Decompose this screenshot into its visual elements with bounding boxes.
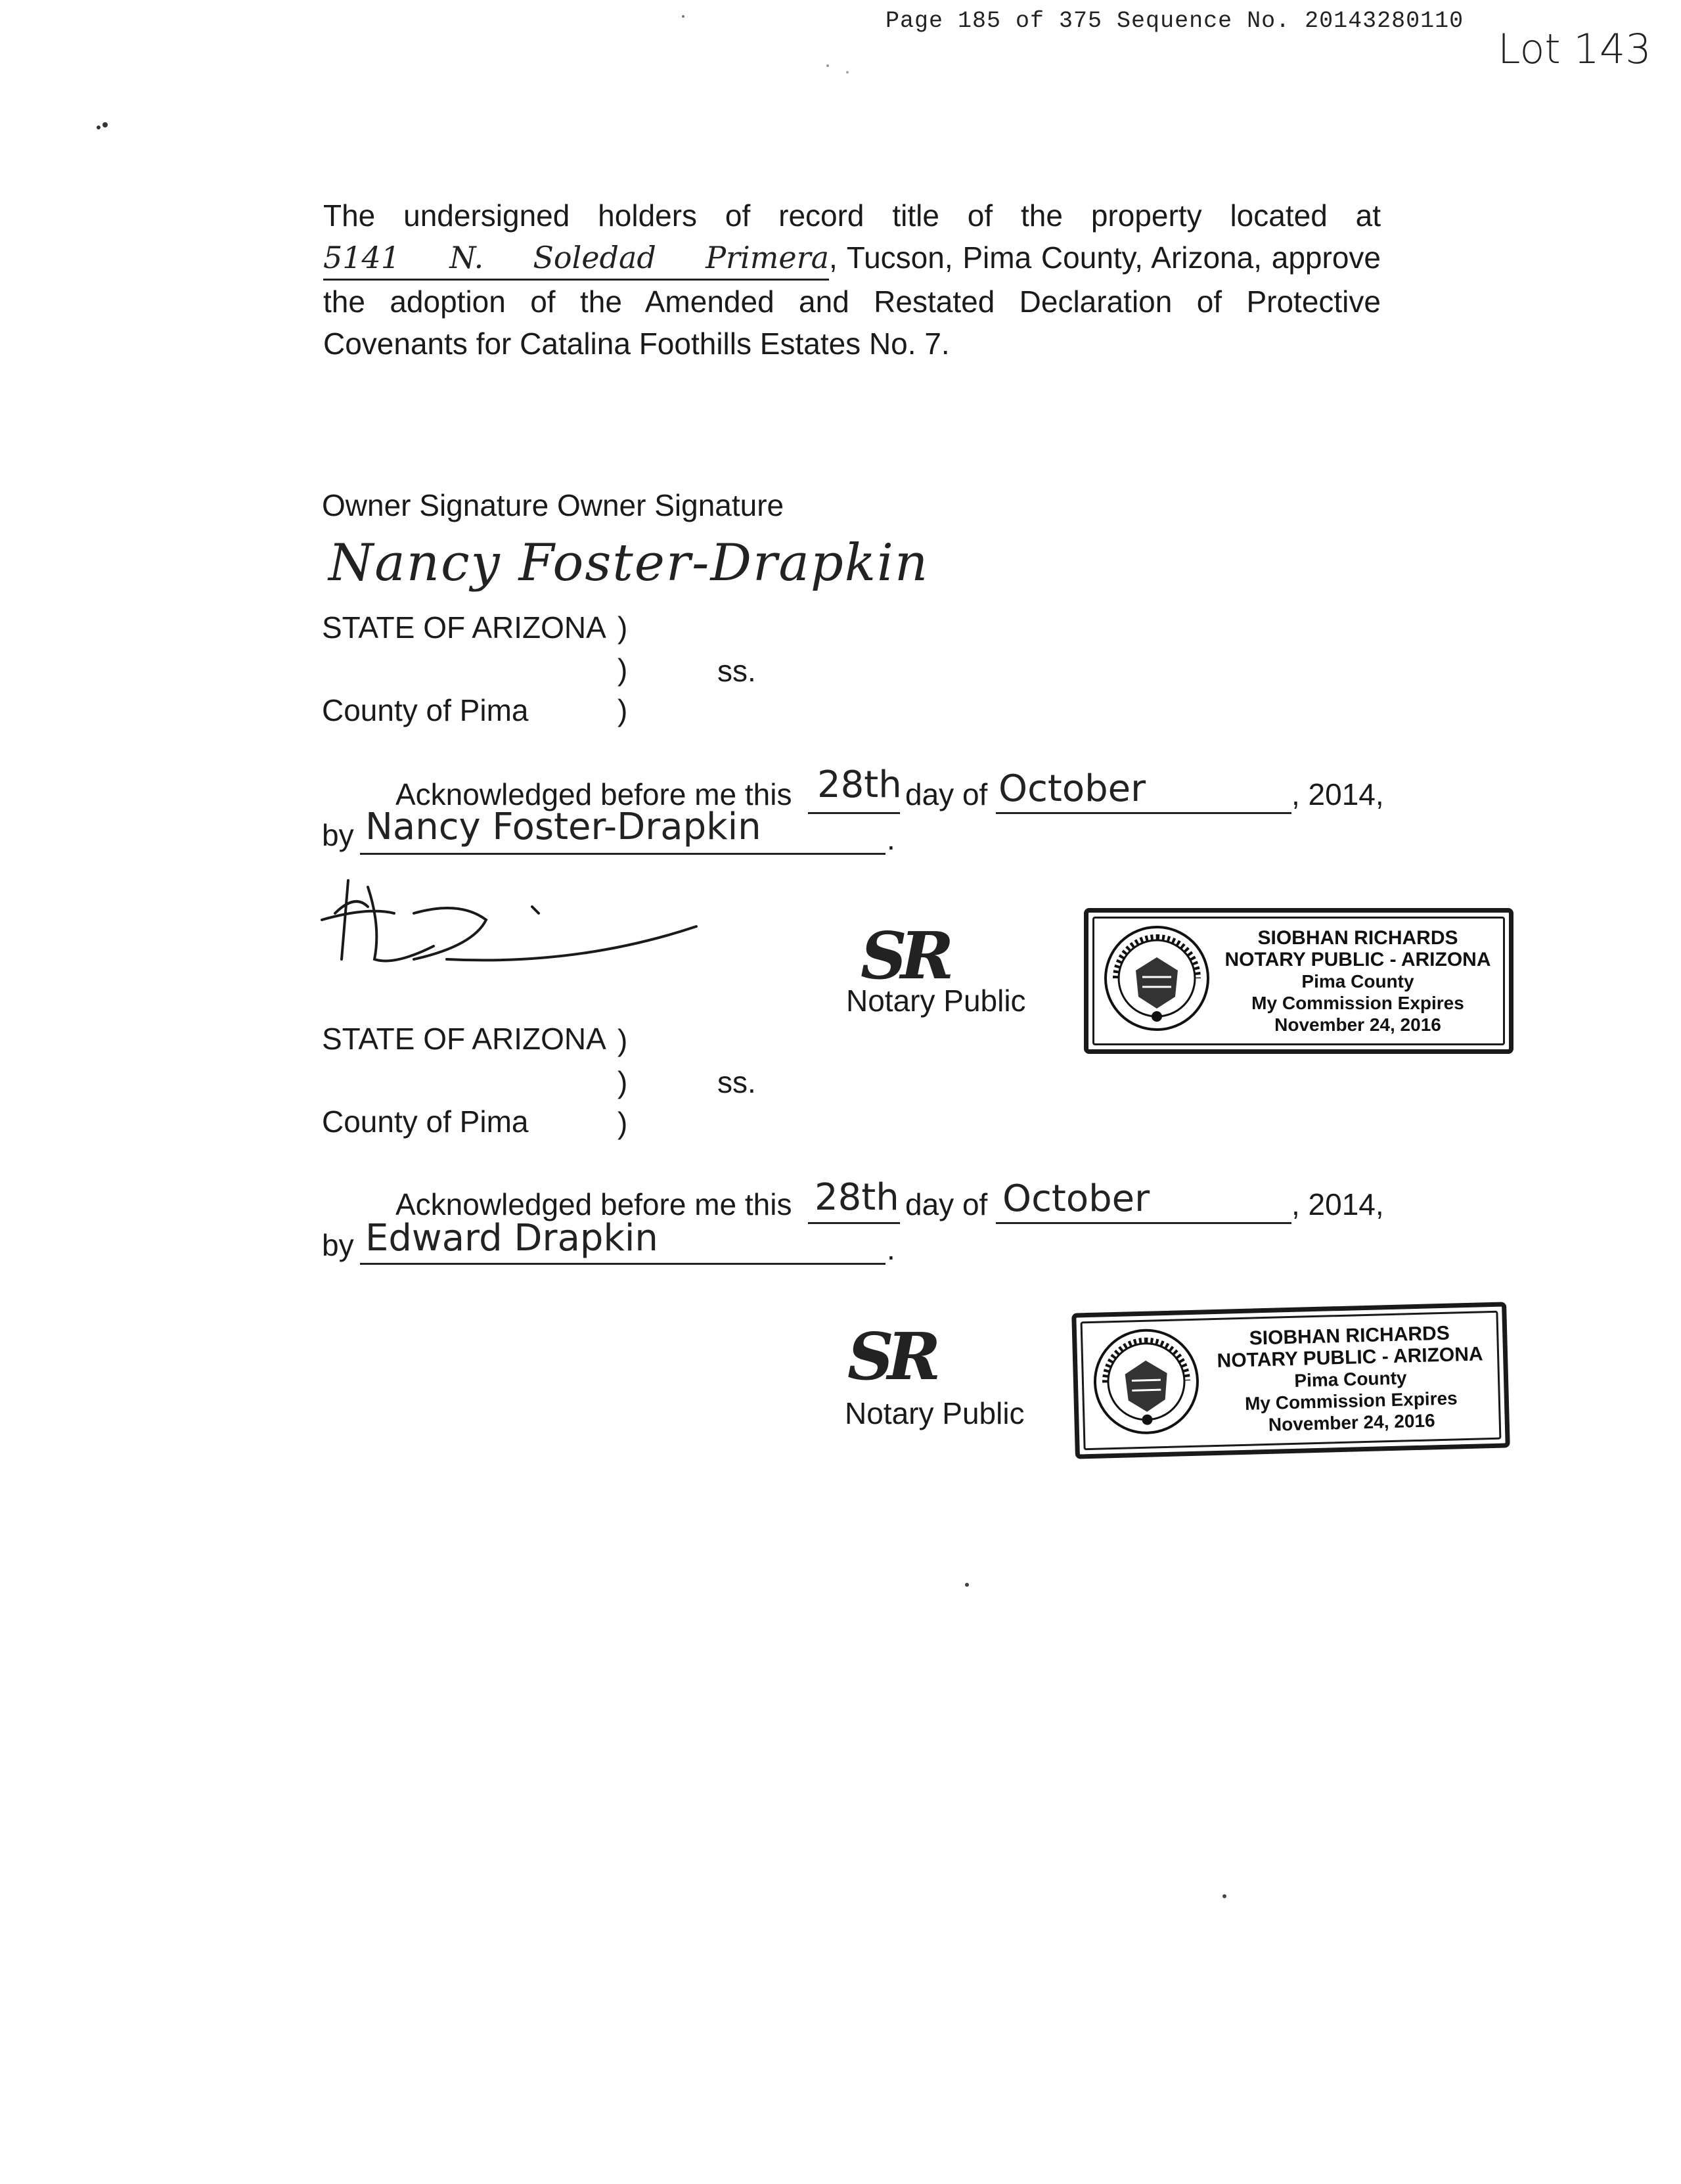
ack-name-2: Edward Drapkin (365, 1217, 658, 1260)
period-1: . (887, 822, 895, 856)
notary-public-label-1: Notary Public (846, 984, 1026, 1018)
stamp-1-name: SIOBHAN RICHARDS (1257, 927, 1458, 949)
ack-month-2: October (1002, 1177, 1150, 1220)
paragraph-line-3: the adoption of the Amended and Restated Declaration of Protective (323, 284, 1381, 319)
day-blank-2 (808, 1222, 900, 1224)
paren-2a: ) (617, 1023, 628, 1057)
month-blank-1 (996, 812, 1291, 814)
stamp-2-county: Pima County (1294, 1367, 1407, 1391)
paren-2b: ) (617, 1065, 628, 1099)
notary-stamp-1 (1084, 908, 1513, 1054)
stamp-1-county: Pima County (1301, 971, 1414, 991)
owner-signature-2-scribble (315, 867, 709, 972)
paren-1b: ) (617, 652, 628, 687)
county-label-1: County of Pima (322, 693, 529, 727)
month-blank-2 (996, 1222, 1291, 1224)
state-label-2: STATE OF ARIZONA (322, 1022, 606, 1056)
period-2: . (887, 1232, 895, 1266)
stamp-2-title: NOTARY PUBLIC - ARIZONA (1217, 1343, 1483, 1372)
day-of-label-2: day of (905, 1187, 988, 1221)
stamp-1-commission: My Commission Expires (1251, 993, 1464, 1013)
stamp-2-commission: My Commission Expires (1244, 1388, 1458, 1414)
paren-1c: ) (617, 693, 628, 727)
ack-name-1: Nancy Foster-Drapkin (365, 806, 761, 848)
paren-1a: ) (617, 610, 628, 645)
owner-signature-1: Nancy Foster-Drapkin (328, 534, 930, 593)
ack-day-2: 28th (815, 1176, 899, 1219)
ss-label-2: ss. (717, 1065, 756, 1099)
scan-specks (0, 0, 1681, 131)
name-blank-1 (360, 853, 885, 855)
paragraph-line-1: The undersigned holders of record title of the property located at (323, 198, 1381, 233)
stamp-1-title: NOTARY PUBLIC - ARIZONA (1224, 949, 1491, 970)
approval-paragraph (323, 194, 1381, 365)
ss-label-1: ss. (717, 654, 756, 688)
paragraph-line-4: Covenants for Catalina Foothills Estates No. 7. (323, 327, 950, 361)
name-blank-2 (360, 1263, 885, 1265)
paragraph-line-2 (323, 237, 1381, 281)
ack-day-1: 28th (817, 763, 902, 806)
notary-stamp-2 (1071, 1302, 1510, 1459)
owner-signature-label: Owner Signature Owner Signature (322, 488, 784, 522)
property-address-handwritten: 5141 N. Soledad Primera (323, 237, 829, 281)
day-of-label-1: day of (905, 777, 988, 811)
arizona-seal-icon (1103, 924, 1211, 1033)
ack-year-2: , 2014, (1291, 1187, 1384, 1221)
notary-signature-1: SR (861, 919, 948, 994)
paragraph-line-2-rest: , Tucson, Pima County, Arizona, approve (829, 240, 1381, 275)
stamp-2-name: SIOBHAN RICHARDS (1249, 1322, 1450, 1350)
page-sequence-header: Page 185 of 375 Sequence No. 20143280110 (885, 8, 1464, 34)
state-label-1: STATE OF ARIZONA (322, 610, 606, 645)
ack-year-1: , 2014, (1291, 777, 1384, 811)
by-label-1: by (322, 818, 354, 852)
scan-dots-lower (0, 1445, 1681, 2103)
county-label-2: County of Pima (322, 1104, 529, 1139)
ack-text-2: Acknowledged before me this (395, 1187, 792, 1221)
paren-2c: ) (617, 1106, 628, 1140)
notary-signature-2: SR (847, 1319, 935, 1395)
lot-number-note: Lot 143 (1498, 25, 1651, 73)
arizona-seal-icon (1091, 1327, 1202, 1438)
stamp-2-expires: November 24, 2016 (1268, 1410, 1435, 1435)
by-label-2: by (322, 1228, 354, 1262)
day-blank-1 (808, 812, 900, 814)
ack-text-1: Acknowledged before me this (395, 777, 792, 811)
notary-public-label-2: Notary Public (845, 1396, 1025, 1430)
ack-month-1: October (998, 767, 1146, 810)
stamp-1-expires: November 24, 2016 (1274, 1014, 1441, 1035)
